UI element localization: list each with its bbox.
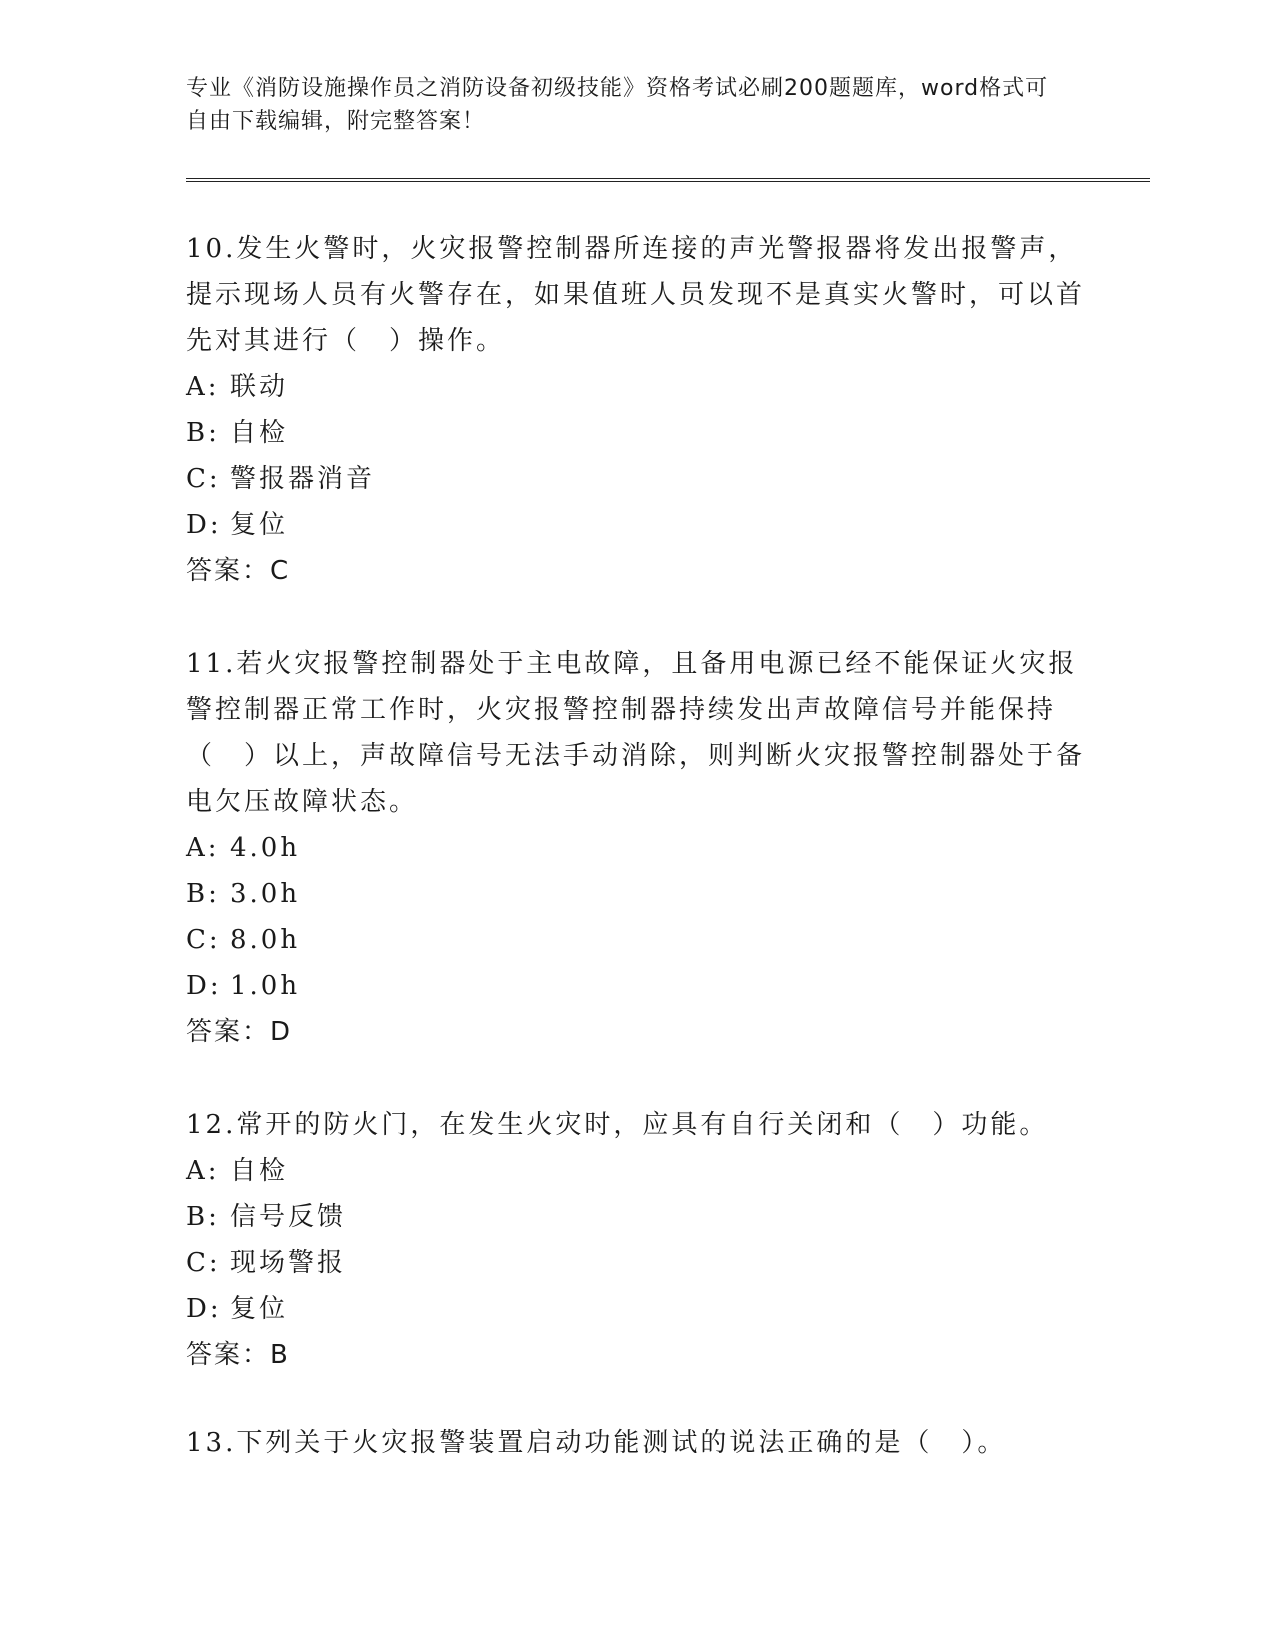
- option-a: [186, 825, 1086, 871]
- option-text: 复位: [230, 1294, 289, 1324]
- option-b: [186, 871, 1086, 917]
- header-divider: [186, 178, 1150, 182]
- answer: 答案：D: [186, 1017, 293, 1047]
- option-letter: B:: [186, 418, 220, 448]
- option-letter: C:: [186, 1248, 221, 1278]
- option-text: 4.0h: [230, 833, 301, 863]
- option-letter: A:: [186, 372, 220, 402]
- option-b: [186, 410, 1086, 456]
- option-text: 自检: [230, 418, 289, 448]
- option-c: [186, 917, 1086, 963]
- option-letter: D:: [186, 971, 222, 1001]
- question-12: [186, 1102, 1086, 1378]
- option-a: [186, 364, 1086, 410]
- option-d: [186, 502, 1086, 548]
- question-stem: 10.发生火警时，火灾报警控制器所连接的声光警报器将发出报警声，提示现场人员有火警存在，如果值班人员发现不是真实火警时，可以首先对其进行（ ）操作。: [186, 234, 1086, 356]
- option-letter: C:: [186, 464, 221, 494]
- question-13: [186, 1420, 1086, 1466]
- option-text: 自检: [230, 1156, 289, 1186]
- option-letter: A:: [186, 1156, 220, 1186]
- option-letter: C:: [186, 925, 221, 955]
- question-stem: 13.下列关于火灾报警装置启动功能测试的说法正确的是（ ）。: [186, 1428, 1007, 1458]
- document-header: 专业《消防设施操作员之消防设备初级技能》资格考试必刷200题题库，word格式可自由下载编辑，附完整答案！: [186, 76, 1049, 134]
- option-c: [186, 1240, 1086, 1286]
- question-stem: 11.若火灾报警控制器处于主电故障，且备用电源已经不能保证火灾报警控制器正常工作时，火灾报警控制器持续发出声故障信号并能保持（ ）以上，声故障信号无法手动消除，则判断火灾报警控制器处于备电欠压故障状态。: [186, 649, 1086, 817]
- question-11: [186, 641, 1086, 1055]
- option-a: [186, 1148, 1086, 1194]
- option-c: [186, 456, 1086, 502]
- answer: 答案：C: [186, 556, 291, 586]
- option-text: 联动: [230, 372, 289, 402]
- option-text: 1.0h: [230, 971, 301, 1001]
- option-text: 现场警报: [230, 1248, 347, 1278]
- question-10: [186, 226, 1086, 594]
- option-letter: B:: [186, 1202, 220, 1232]
- option-text: 信号反馈: [230, 1202, 347, 1232]
- option-text: 3.0h: [230, 879, 301, 909]
- option-letter: A:: [186, 833, 220, 863]
- option-letter: D:: [186, 510, 222, 540]
- option-d: [186, 1286, 1086, 1332]
- option-text: 复位: [230, 510, 289, 540]
- question-stem: 12.常开的防火门，在发生火灾时，应具有自行关闭和（ ）功能。: [186, 1110, 1049, 1140]
- option-text: 8.0h: [230, 925, 301, 955]
- option-letter: D:: [186, 1294, 222, 1324]
- option-d: [186, 963, 1086, 1009]
- option-b: [186, 1194, 1086, 1240]
- option-letter: B:: [186, 879, 220, 909]
- answer: 答案：B: [186, 1340, 290, 1370]
- option-text: 警报器消音: [230, 464, 376, 494]
